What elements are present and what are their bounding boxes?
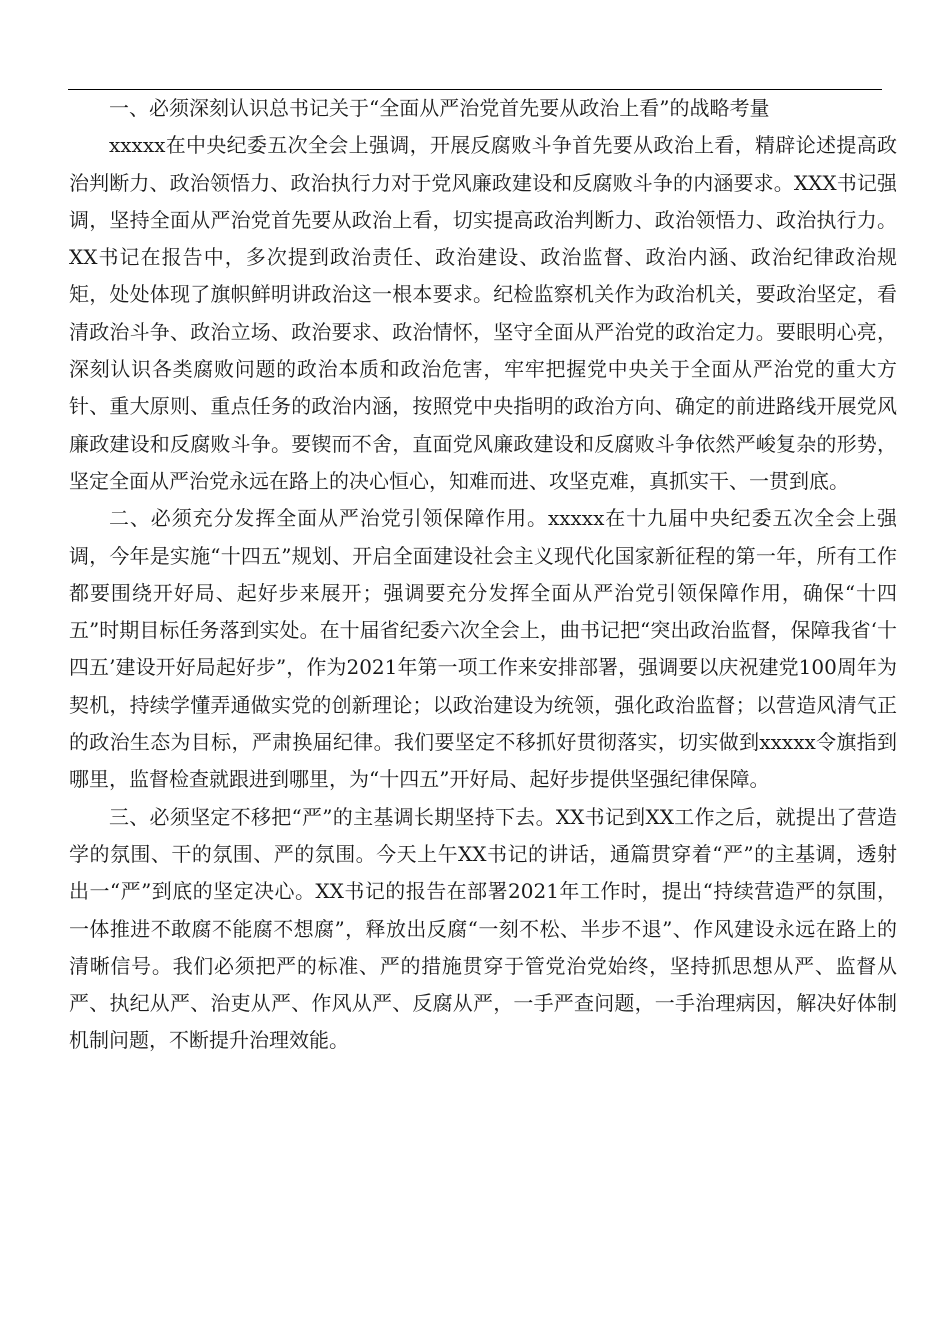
section-1-paragraph: xxxxx在中央纪委五次全会上强调，开展反腐败斗争首先要从政治上看，精辟论述提高政治判断力、政治领悟力、政治执行力对于党风廉政建设和反腐败斗争的内涵要求。XXX书记强调，坚持全面从严治党首先要从政治上看，切实提高政治判断力、政治领悟力、政治执行力。XX书记在报告中，多次提到政治责任、政治建设、政治监督、政治内涵、政治纪律政治规矩，处处体现了旗帜鲜明讲政治这一根本要求。纪检监察机关作为政治机关，要政治坚定，看清政治斗争、政治立场、政治要求、政治情怀，坚守全面从严治党的政治定力。要眼明心亮，深刻认识各类腐败问题的政治本质和政治危害，牢牢把握党中央关于全面从严治党的重大方针、重大原则、重点任务的政治内涵，按照党中央指明的政治方向、确定的前进路线开展党风廉政建设和反腐败斗争。要锲而不舍，直面党风廉政建设和反腐败斗争依然严峻复杂的形势，坚定全面从严治党永远在路上的决心恒心，知难而进、攻坚克难，真抓实干、一贯到底。 (69, 133, 897, 493)
section-1-heading: 一、必须深刻认识总书记关于“全面从严治党首先要从政治上看”的战略考量 (109, 96, 770, 120)
document-body (69, 90, 897, 1060)
section-2-paragraph: 二、必须充分发挥全面从严治党引领保障作用。xxxxx在十九届中央纪委五次全会上强调，今年是实施“十四五”规划、开启全面建设社会主义现代化国家新征程的第一年，所有工作都要围绕开好局、起好步来展开；强调要充分发挥全面从严治党引领保障作用，确保“十四五”时期目标任务落到实处。在十届省纪委六次全会上，曲书记把“突出政治监督，保障我省‘十四五’建设开好局起好步”，作为2021年第一项工作来安排部署，强调要以庆祝建党100周年为契机，持续学懂弄通做实党的创新理论；以政治建设为统领，强化政治监督；以营造风清气正的政治生态为目标，严肃换届纪律。我们要坚定不移抓好贯彻落实，切实做到xxxxx令旗指到哪里，监督检查就跟进到哪里，为“十四五”开好局、起好步提供坚强纪律保障。 (69, 506, 897, 792)
section-3-paragraph: 三、必须坚定不移把“严”的主基调长期坚持下去。XX书记到XX工作之后，就提出了营造学的氛围、干的氛围、严的氛围。今天上午XX书记的讲话，通篇贯穿着“严”的主基调，透射出一“严”到底的坚定决心。XX书记的报告在部署2021年工作时，提出“持续营造严的氛围，一体推进不敢腐不能腐不想腐”，释放出反腐“一刻不松、半步不退”、作风建设永远在路上的清晰信号。我们必须把严的标准、严的措施贯穿于管党治党始终，坚持抓思想从严、监督从严、执纪从严、治吏从严、作风从严、反腐从严，一手严查问题，一手治理病因，解决好体制机制问题，不断提升治理效能。 (69, 804, 897, 1053)
